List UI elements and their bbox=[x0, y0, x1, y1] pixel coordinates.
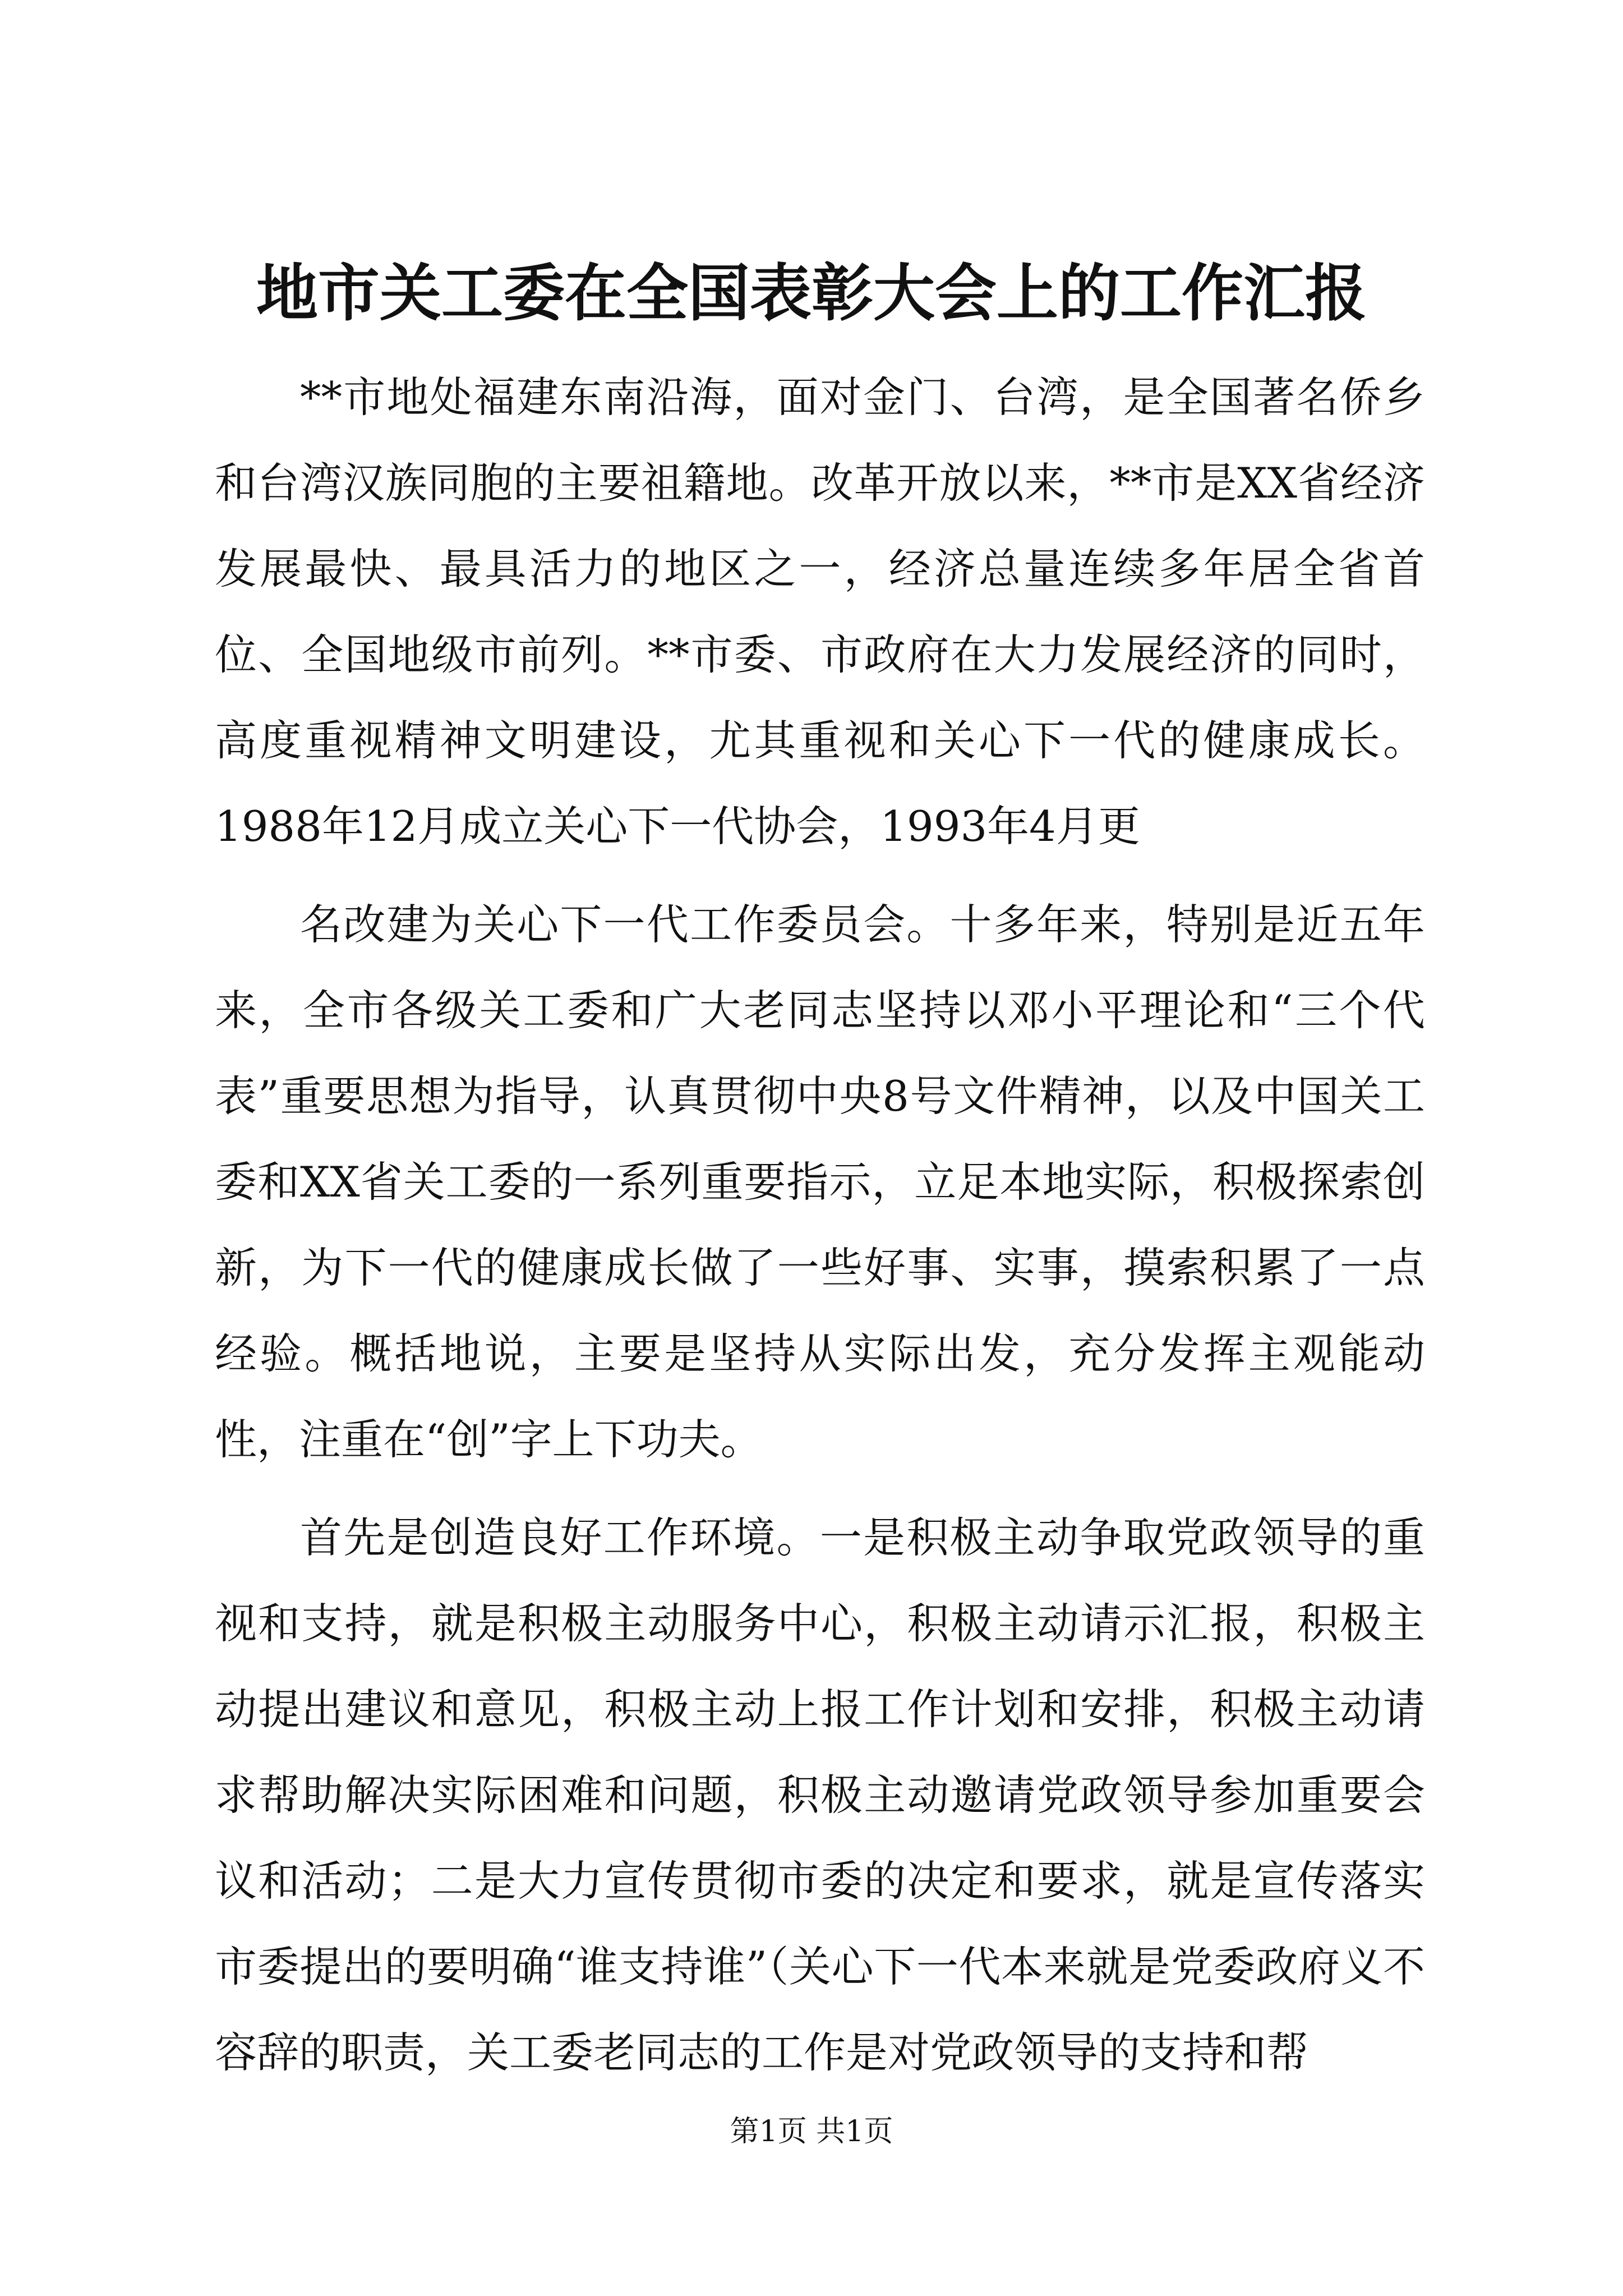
paragraph-3: 首先是创造良好工作环境。一是积极主动争取党政领导的重视和支持，就是积极主动服务中心，积极主动请示汇报，积极主动提出建议和意见，积极主动上报工作计划和安排，积极主动请求帮助解决实际困难和问题，积极主动邀请党政领导参加重要会议和活动；二是大力宣传贯彻市委的决定和要求，就是宣传落实市委提出的要明确“谁支持谁”（关心下一代本来就是党委政府义不容辞的职责，关工委老同志的工作是对党政领导的支持和帮 bbox=[215, 1513, 1425, 2077]
document-body bbox=[215, 355, 1425, 2096]
paragraph-2: 名改建为关心下一代工作委员会。十多年来，特别是近五年来，全市各级关工委和广大老同志坚持以邓小平理论和“三个代表”重要思想为指导，认真贯彻中央8号文件精神，以及中国关工委和XX省关工委的一系列重要指示，立足本地实际，积极探索创新，为下一代的健康成长做了一些好事、实事，摸索积累了一点经验。概括地说，主要是坚持从实际出发，充分发挥主观能动性，注重在“创”字上下功夫。 bbox=[215, 900, 1425, 1464]
document-title: 地市关工委在全国表彰大会上的工作汇报 bbox=[256, 257, 1367, 329]
paragraph-1: **市地处福建东南沿海，面对金门、台湾，是全国著名侨乡和台湾汉族同胞的主要祖籍地。改革开放以来，**市是XX省经济发展最快、最具活力的地区之一，经济总量连续多年居全省首位、全国地级市前列。**市委、市政府在大力发展经济的同时，高度重视精神文明建设，尤其重视和关心下一代的健康成长。1988年12月成立关心下一代协会，1993年4月更 bbox=[215, 372, 1425, 851]
page-footer: 第1页 共1页 bbox=[730, 2115, 893, 2148]
